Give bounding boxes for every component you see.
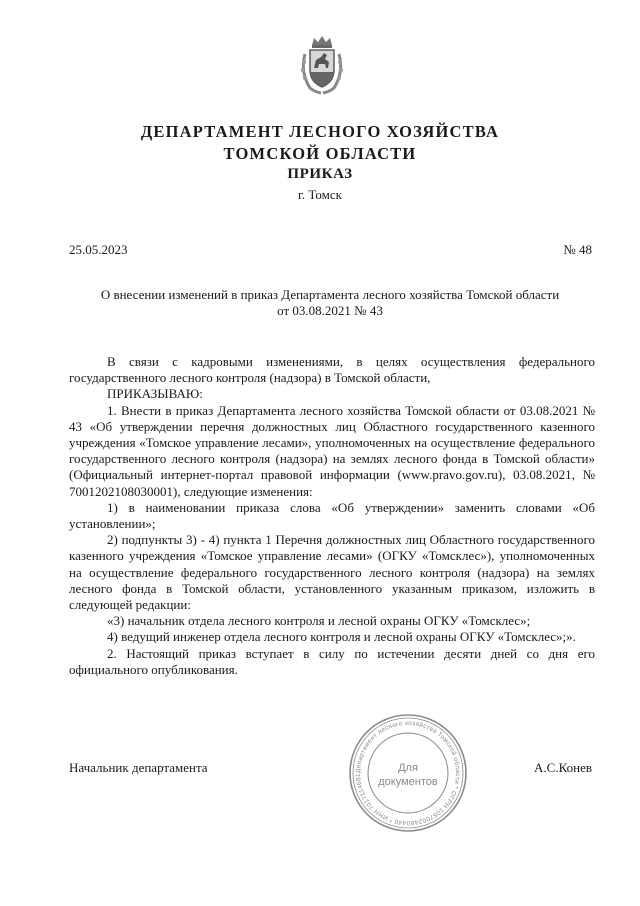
paragraph: 2. Настоящий приказ вступает в силу по истечении десяти дней со дня его официального опубликования. (69, 645, 595, 677)
department-name-line2: ТОМСКОЙ ОБЛАСТИ (223, 144, 417, 163)
signatory-role: Начальник департамента (69, 760, 208, 775)
paragraph: 4) ведущий инженер отдела лесного контроля и лесной охраны ОГКУ «Томсклес»;». (107, 629, 576, 645)
official-round-seal-icon (346, 711, 470, 835)
tomsk-coat-of-arms-icon (297, 34, 347, 96)
paragraph: «3) начальник отдела лесного контроля и лесной охраны ОГКУ «Томсклес»; (107, 613, 531, 629)
order-date: 25.05.2023 (69, 242, 128, 257)
seal-center-line1: Для (398, 762, 418, 774)
department-name-line1: ДЕПАРТАМЕНТ ЛЕСНОГО ХОЗЯЙСТВА (140, 122, 500, 141)
order-number: № 48 (563, 242, 592, 257)
seal-ring-text: Департамент лесного хозяйства Томской области * ОГРН 1057002480440 * ИНН 7017114681 (354, 719, 462, 827)
paragraph: 2) подпункты 3) - 4) пункта 1 Перечня должностных лиц Областного государственного казенного учреждения «Томское управление лесами» (ОГКУ «Томсклес»), уполномоченных на осуществление федерального государственного лесного контроля (надзора) на землях лесного фонда в Томской области, установленного указанным приказом, изложить в следующей редакции: (69, 532, 595, 613)
paragraph: 1. Внести в приказ Департамента лесного хозяйства Томской области от 03.08.2021 № 43 «Об утверждении перечня должностных лиц Областного государственного казенного учреждения «Томское управление лесами», уполномоченных на осуществление федерального государственного лесного контроля (надзора) на землях лесного фонда в Томской области» (Официальный интернет-портал правовой информации (www.pravo.gov.ru), 03.08.2021, № 7001202108030001), следующие изменения: (69, 402, 595, 499)
seal-center-line2: документов (378, 776, 438, 788)
order-subject (69, 287, 591, 319)
document-type: ПРИКАЗ (287, 166, 353, 182)
subject-line1: О внесении изменений в приказ Департамента лесного хозяйства Томской области (100, 287, 560, 302)
subject-line2: от 03.08.2021 № 43 (277, 303, 383, 318)
paragraph: В связи с кадровыми изменениями, в целях осуществления федерального государственного лесного контроля (надзора) в Томской области, (69, 354, 595, 386)
signatory-name: А.С.Конев (534, 760, 592, 775)
city: г. Томск (298, 187, 342, 202)
order-body (69, 354, 595, 678)
paragraph: 1) в наименовании приказа слова «Об утверждении» заменить словами «Об установлении»; (69, 499, 595, 532)
paragraph: ПРИКАЗЫВАЮ: (107, 386, 203, 402)
